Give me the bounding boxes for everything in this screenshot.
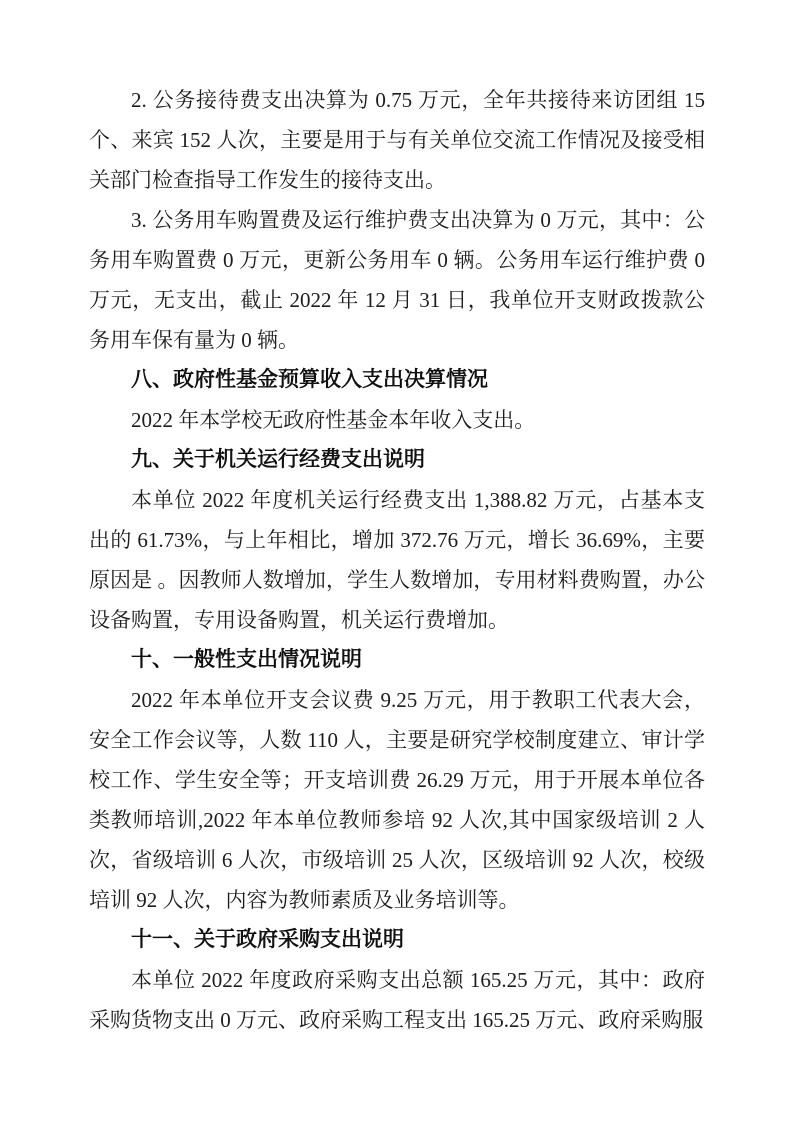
paragraph-operating-expenses-detail: 本单位 2022 年度机关运行经费支出 1,388.82 万元，占基本支出的 61.73%，与上年相比，增加 372.76 万元，增长 36.69%，主要原因是 。因教师人数增加，学生人数增加，专用材料费购置，办公设备购置，专用设备购置，机关运行费增加。 <box>89 488 705 632</box>
paragraph-official-reception-expenses: 2. 公务接待费支出决算为 0.75 万元，全年共接待来访团组 15 个、来宾 152 人次，主要是用于与有关单位交流工作情况及接受相关部门检查指导工作发生的接待支出。 <box>89 88 705 192</box>
heading-section-10-general-expenses: 十、一般性支出情况说明 <box>131 648 362 671</box>
heading-section-8-government-fund-budget: 八、政府性基金预算收入支出决算情况 <box>131 368 488 391</box>
heading-section-11-government-procurement: 十一、关于政府采购支出说明 <box>131 928 404 951</box>
paragraph-general-expenses-detail: 2022 年本单位开支会议费 9.25 万元，用于教职工代表大会，安全工作会议等，人数 110 人，主要是研究学校制度建立、审计学校工作、学生安全等；开支培训费 26.29 万元，用于开展本单位各类教师培训,2022 年本单位教师参培 92 人次,其中国家级培训 2 人次，省级培训 6 人次，市级培训 25 人次，区级培训 92 人次，校级培训 92 人次，内容为教师素质及业务培训等。 <box>89 688 705 912</box>
heading-section-9-operating-expenses: 九、关于机关运行经费支出说明 <box>131 448 425 471</box>
paragraph-official-vehicle-expenses: 3. 公务用车购置费及运行维护费支出决算为 0 万元，其中：公务用车购置费 0 万元，更新公务用车 0 辆。公务用车运行维护费 0 万元，无支出，截止 2022 年 12 月 31 日，我单位开支财政拨款公务用车保有量为 0 辆。 <box>89 208 705 352</box>
document-content <box>89 80 705 1040</box>
paragraph-government-fund-statement: 2022 年本学校无政府性基金本年收入支出。 <box>131 408 536 432</box>
paragraph-government-procurement-detail: 本单位 2022 年度政府采购支出总额 165.25 万元，其中：政府采购货物支出 0 万元、政府采购工程支出 165.25 万元、政府采购服 <box>89 968 705 1032</box>
